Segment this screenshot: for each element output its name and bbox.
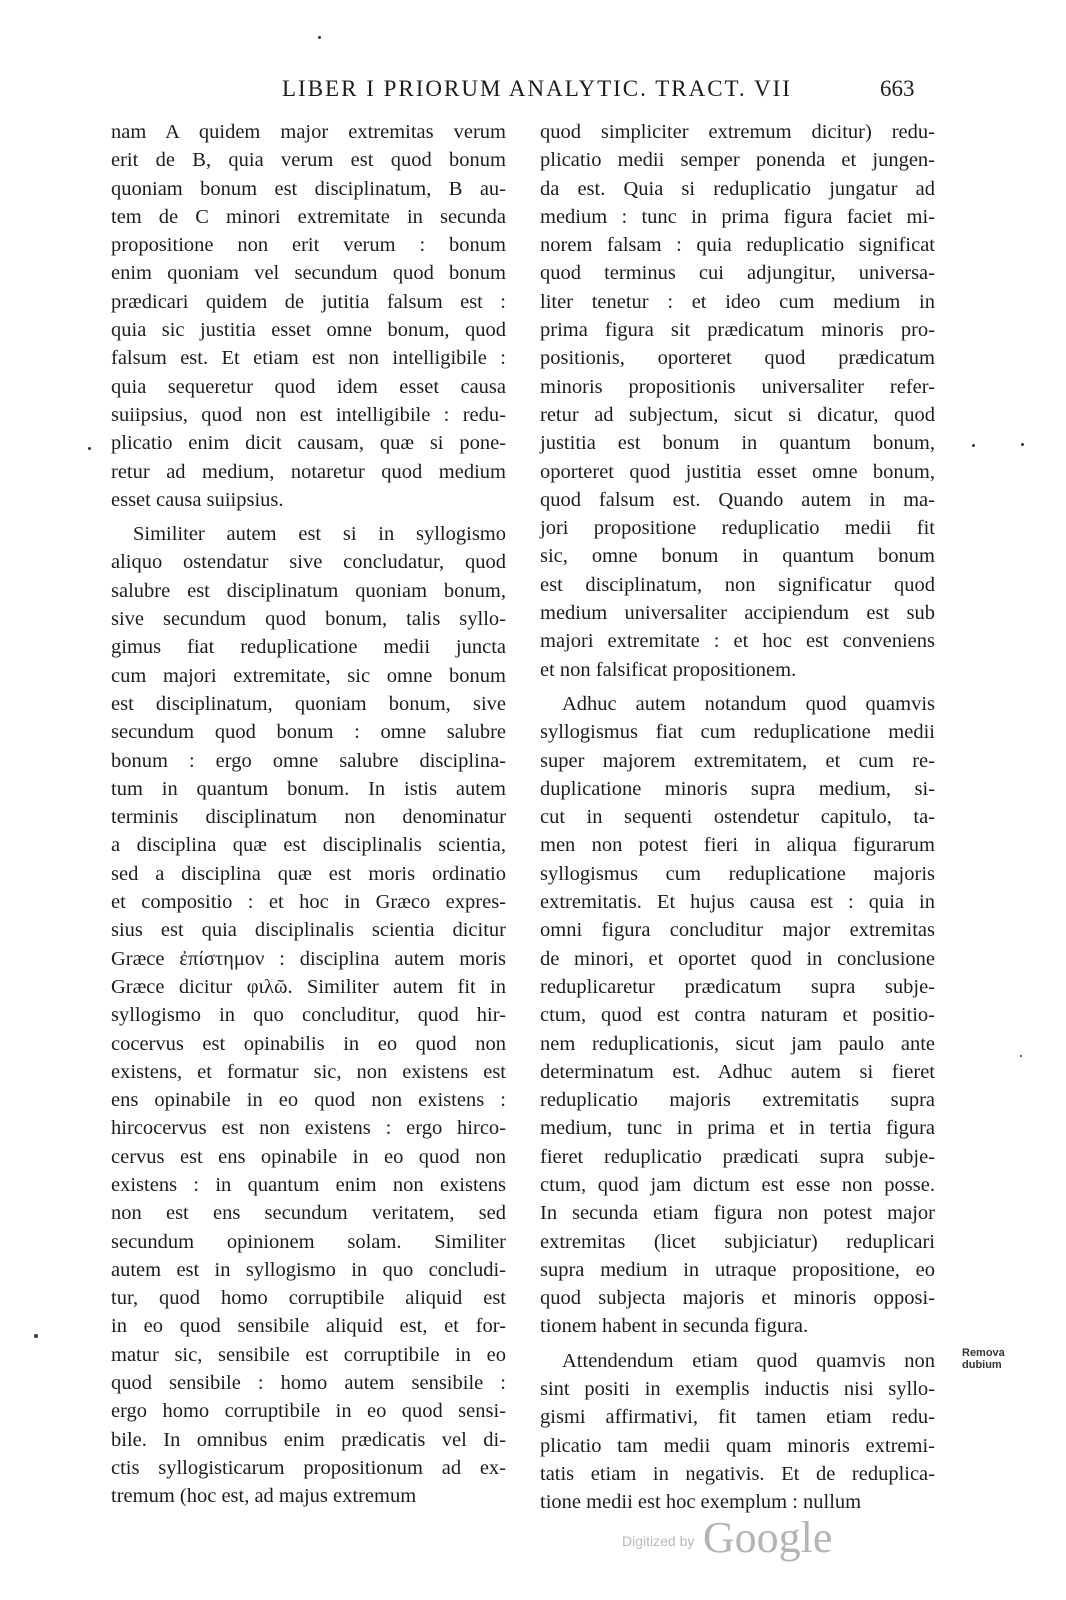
text-line: nem reduplicationis, sicut jam paulo ante: [540, 1032, 935, 1055]
text-line: men non potest fieri in aliqua figurarum: [540, 834, 935, 857]
text-line: sive secundum quod bonum, talis syllo-: [111, 608, 506, 631]
text-line: sic, omne bonum in quantum bonum: [540, 545, 935, 568]
text-line: fieret reduplicatio prædicati supra subje-: [540, 1145, 935, 1168]
text-line: bile. In omnibus enim prædicatis vel di-: [111, 1428, 506, 1451]
text-line: reduplicatio majoris extremitatis supra: [540, 1089, 935, 1112]
text-line: autem est in syllogismo in quo concludi-: [111, 1258, 506, 1281]
text-line: oporteret quod justitia esset omne bonum,: [540, 460, 935, 483]
text-line: secundum quod bonum : omne salubre: [111, 721, 506, 744]
watermark-prefix: Digitized by: [622, 1533, 695, 1549]
text-line: tionem habent in secunda figura.: [540, 1315, 809, 1338]
text-line: jori propositione reduplicatio medii fit: [540, 517, 935, 540]
text-line: cum majori extremitate, sic omne bonum: [111, 664, 506, 687]
text-line: Attendendum etiam quod quamvis non: [562, 1349, 935, 1372]
ink-speck: [34, 1334, 38, 1338]
text-line: omni figura concluditur major extremitas: [540, 919, 935, 942]
text-line: aliquo ostendatur sive concludatur, quod: [111, 551, 506, 574]
text-line: a disciplina quæ est disciplinalis scientia,: [111, 834, 506, 857]
text-line: Græce ἐπίστημον : disciplina autem moris: [111, 947, 506, 970]
text-line: et non falsificat propositionem.: [540, 658, 797, 681]
text-line: syllogismus fiat cum reduplicatione medii: [540, 721, 935, 744]
text-line: Similiter autem est si in syllogismo: [133, 523, 506, 546]
text-line: determinatum est. Adhuc autem si fieret: [540, 1060, 935, 1083]
text-line: enim quoniam vel secundum quod bonum: [111, 262, 506, 285]
text-line: norem falsam : quia reduplicatio significat: [540, 234, 935, 257]
text-line: salubre est disciplinatum quoniam bonum,: [111, 579, 506, 602]
text-line: In secunda etiam figura non potest major: [540, 1202, 935, 1225]
text-line: syllogismo in quo concluditur, quod hir-: [111, 1004, 506, 1027]
text-line: sed a disciplina quæ est moris ordinatio: [111, 862, 506, 885]
text-line: cut in sequenti ostendetur capitulo, ta-: [540, 806, 935, 829]
text-line: quia sequeretur quod idem esset causa: [111, 375, 506, 398]
running-header: LIBER I PRIORUM ANALYTIC. TRACT. VII: [282, 76, 792, 101]
text-line: sius est quia disciplinalis scientia dicitur: [111, 919, 506, 942]
paragraph: [111, 118, 506, 514]
text-line: bonum : ergo omne salubre disciplina-: [111, 749, 506, 772]
text-line: est disciplinatum, quoniam bonum, sive: [111, 692, 506, 715]
text-line: propositione non erit verum : bonum: [111, 234, 506, 257]
text-line: suiipsius, quod non est intelligibile : redu-: [111, 403, 506, 426]
text-line: medium : tunc in prima figura faciet mi-: [540, 205, 935, 228]
paragraph: [540, 690, 935, 1341]
text-line: est disciplinatum, non significatur quod: [540, 573, 935, 596]
text-line: duplicatione minoris supra medium, si-: [540, 777, 935, 800]
text-line: retur ad subjectum, sicut si dicatur, quod: [540, 403, 935, 426]
text-line: minoris propositionis universaliter refer-: [540, 375, 935, 398]
text-line: gismi affirmativi, fit tamen etiam redu-: [540, 1406, 935, 1429]
text-line: quod falsum est. Quando autem in ma-: [540, 488, 935, 511]
text-line: Græce dicitur φιλῶ. Similiter autem fit in: [111, 975, 506, 998]
text-line: quod terminus cui adjungitur, universa-: [540, 262, 935, 285]
text-line: plicatio tam medii quam minoris extremi-: [540, 1434, 935, 1457]
text-line: super majorem extremitatem, et cum re-: [540, 749, 935, 772]
ink-speck: [1020, 1055, 1022, 1057]
text-line: quoniam bonum est disciplinatum, B au-: [111, 177, 506, 200]
margin-note: [962, 1347, 1005, 1371]
text-line: et compositio : et hoc in Græco expres-: [111, 891, 506, 914]
text-line: liter tenetur : et ideo cum medium in: [540, 290, 935, 313]
text-line: existens : in quantum enim non existens: [111, 1173, 506, 1196]
paragraph: [540, 118, 935, 684]
text-line: plicatio medii semper ponenda et jungen-: [540, 149, 935, 172]
left-text-column: [111, 118, 506, 1511]
text-line: prædicari quidem de jutitia falsum est :: [111, 290, 506, 313]
margin-note-line: dubium: [962, 1359, 1002, 1371]
text-line: sint positi in exemplis inductis nisi syllo-: [540, 1378, 935, 1401]
text-line: prima figura sit prædicatum minoris pro-: [540, 319, 935, 342]
text-line: extremitas (licet subjiciatur) reduplicari: [540, 1230, 935, 1253]
text-line: quia sic justitia esset omne bonum, quod: [111, 319, 506, 342]
text-line: de minori, et oportet quod in conclusione: [540, 947, 935, 970]
text-line: tione medii est hoc exemplum : nullum: [540, 1491, 862, 1514]
text-line: plicatio enim dicit causam, quæ si pone-: [111, 432, 506, 455]
watermark-brand: Google: [702, 1513, 833, 1562]
text-line: quod subjecta majoris et minoris opposi-: [540, 1287, 935, 1310]
text-line: falsum est. Et etiam est non intelligibile :: [111, 347, 506, 370]
text-line: cocervus est opinabilis in eo quod non: [111, 1032, 506, 1055]
ink-speck: [88, 447, 91, 450]
text-line: justitia est bonum in quantum bonum,: [540, 432, 935, 455]
digitization-watermark: [622, 1512, 832, 1563]
text-line: terminis disciplinatum non denominatur: [111, 806, 506, 829]
text-line: ctis syllogisticarum propositionum ad ex-: [111, 1456, 506, 1479]
text-line: existens, et formatur sic, non existens est: [111, 1060, 506, 1083]
text-line: erit de B, quia verum est quod bonum: [111, 149, 506, 172]
text-line: quod simpliciter extremum dicitur) redu-: [540, 121, 935, 143]
text-line: retur ad medium, notaretur quod medium: [111, 460, 506, 483]
text-line: da est. Quia si reduplicatio jungatur ad: [540, 177, 935, 200]
ink-speck: [972, 444, 975, 447]
text-line: ctum, quod est contra naturam et positio-: [540, 1004, 935, 1027]
text-line: majori extremitate : et hoc est conveniens: [540, 630, 935, 653]
text-line: extremitatis. Et hujus causa est : quia in: [540, 891, 935, 914]
text-line: ctum, quod jam dictum est esse non posse.: [540, 1173, 935, 1196]
text-line: secundum opinionem solam. Similiter: [111, 1230, 506, 1253]
text-line: ergo homo corruptibile in eo quod sensi-: [111, 1400, 506, 1423]
text-line: hircocervus est non existens : ergo hirco-: [111, 1117, 506, 1140]
margin-note-line: Remova: [962, 1347, 1005, 1359]
text-line: syllogismus cum reduplicatione majoris: [540, 862, 935, 885]
text-line: Adhuc autem notandum quod quamvis: [562, 692, 935, 715]
text-line: quod sensibile : homo autem sensibile :: [111, 1372, 506, 1395]
text-line: tremum (hoc est, ad majus extremum: [111, 1485, 417, 1508]
text-line: medium universaliter accipiendum est sub: [540, 602, 935, 625]
ink-speck: [318, 36, 321, 39]
text-line: tum in quantum bonum. In istis autem: [111, 777, 506, 800]
text-line: nam A quidem major extremitas verum: [111, 121, 506, 143]
text-line: tem de C minori extremitate in secunda: [111, 205, 506, 228]
ink-speck: [1021, 443, 1024, 446]
text-line: positionis, oporteret quod prædicatum: [540, 347, 935, 370]
text-line: non est ens secundum veritatem, sed: [111, 1202, 506, 1225]
text-line: esset causa suiipsius.: [111, 488, 284, 511]
page-number: 663: [880, 76, 915, 101]
text-line: ens opinabile in eo quod non existens :: [111, 1089, 506, 1112]
paragraph: [111, 520, 506, 1510]
text-line: tatis etiam in negativis. Et de reduplica-: [540, 1462, 935, 1485]
right-text-column: [540, 118, 935, 1517]
text-line: reduplicaretur prædicatum supra subje-: [540, 975, 935, 998]
text-line: in eo quod sensibile aliquid est, et for-: [111, 1315, 506, 1338]
text-line: medium, tunc in prima et in tertia figura: [540, 1117, 935, 1140]
text-line: cervus est ens opinabile in eo quod non: [111, 1145, 506, 1168]
paragraph: [540, 1347, 935, 1517]
text-line: tur, quod homo corruptibile aliquid est: [111, 1287, 506, 1310]
text-line: supra medium in utraque propositione, eo: [540, 1258, 935, 1281]
text-line: gimus fiat reduplicatione medii juncta: [111, 636, 506, 659]
text-line: matur sic, sensibile est corruptibile in eo: [111, 1343, 506, 1366]
